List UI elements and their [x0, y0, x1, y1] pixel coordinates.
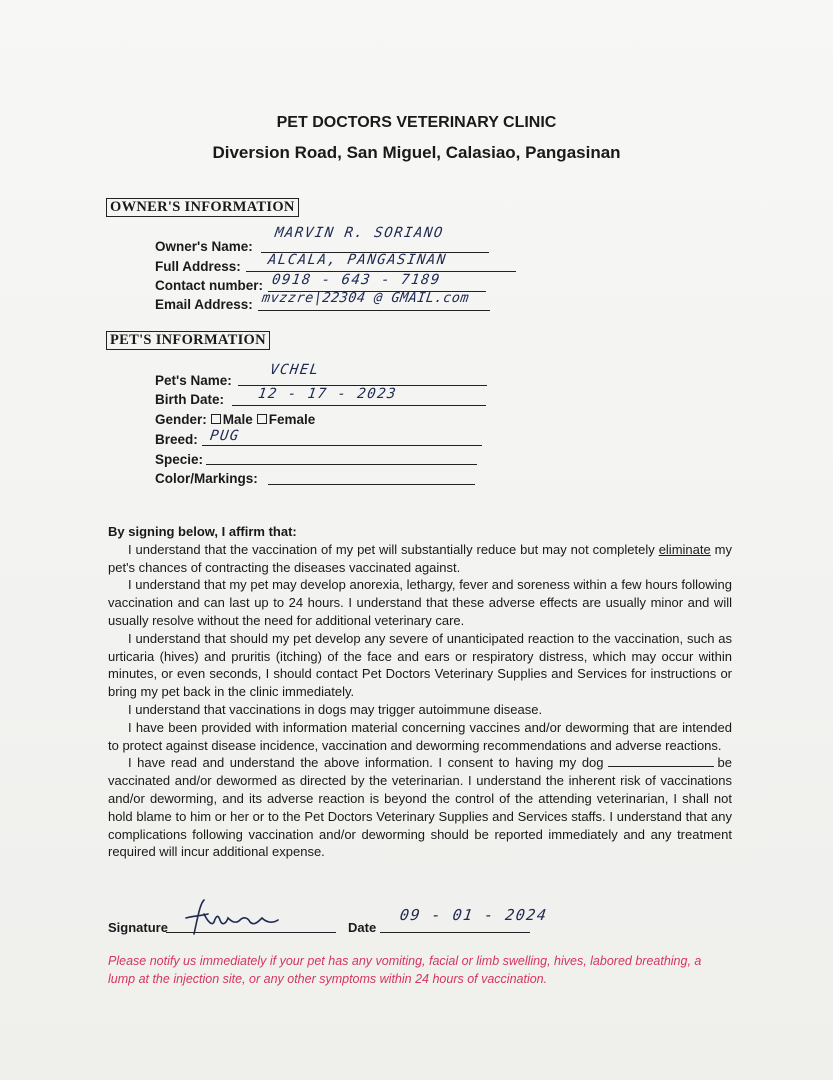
address-value[interactable]: ALCALA, PANGASINAN [266, 252, 448, 268]
clinic-name: PET DOCTORS VETERINARY CLINIC [276, 114, 557, 131]
pet-name-label: Pet's Name: [155, 373, 232, 388]
color-markings-line[interactable] [268, 484, 475, 485]
consent-paragraph-5: I have been provided with information material concerning vaccines and/or deworming that are intended to protect against disease incidence, vaccination and deworming recommendations and adverse reactions. [108, 719, 732, 753]
email-label: Email Address: [155, 297, 253, 312]
dog-name-blank[interactable] [608, 756, 714, 767]
breed-value[interactable]: PUG [208, 428, 241, 444]
breed-label: Breed: [155, 432, 198, 447]
email-value[interactable]: mvzzre|22304 @ GMAIL.com [260, 290, 471, 306]
consent-paragraph-6 [108, 754, 732, 861]
specie-label: Specie: [155, 452, 204, 467]
owner-section-title: OWNER'S INFORMATION [106, 198, 299, 217]
clinic-address: Diversion Road, San Miguel, Calasiao, Pangasinan [212, 143, 621, 162]
contact-value[interactable]: 0918 - 643 - 7189 [270, 272, 442, 288]
birth-date-value[interactable]: 12 - 17 - 2023 [256, 386, 399, 402]
owner-name-label: Owner's Name: [155, 239, 253, 254]
pet-section-title: PET'S INFORMATION [106, 331, 270, 350]
consent-p1-end: my pet's chances of contracting the diseases vaccinated against. [108, 541, 732, 575]
consent-paragraph-1 [108, 541, 732, 577]
gender-label: Gender: [155, 412, 207, 427]
consent-p1-underlined: eliminate [658, 541, 711, 557]
consent-p6-start: I have read and understand the above information. I consent to having my dog [128, 755, 604, 771]
consent-p1-start: I understand that the vaccination of my pet will substantially reduce but may not completely [128, 541, 655, 557]
male-checkbox[interactable] [211, 414, 221, 424]
pet-name-value[interactable]: VCHEL [268, 362, 321, 378]
signature-label: Signature [108, 920, 168, 935]
consent-intro: By signing below, I affirm that: [108, 524, 297, 539]
contact-label: Contact number: [155, 278, 263, 293]
consent-paragraph-3: I understand that should my pet develop any severe of unanticipated reaction to the vaccination, such as urticaria (hives) and pruritis (itching) of the face and ears or respiratory distress, which may occur within minutes, or even seconds, I should contact Pet Doctors Veterinary Supplies and Services for instructions or bring my pet back in the clinic immediately. [108, 630, 732, 700]
gender-row [155, 412, 315, 428]
birth-date-line [232, 405, 486, 406]
specie-line[interactable] [206, 464, 477, 465]
male-option-label: Male [222, 412, 253, 427]
date-label: Date [348, 920, 377, 935]
date-line [380, 932, 530, 933]
owner-name-value[interactable]: MARVIN R. SORIANO [273, 225, 445, 241]
breed-line [202, 445, 482, 446]
email-line [258, 310, 490, 311]
date-value[interactable]: 09 - 01 - 2024 [398, 906, 549, 924]
address-label: Full Address: [155, 259, 241, 274]
color-markings-label: Color/Markings: [155, 471, 258, 486]
consent-p6-end: be vaccinated and/or dewormed as directed by the veterinarian. I understand the inherent risk of vaccinations and/or deworming, and its adverse reaction is beyond the control of the attending veterinarian, I shall not hold blame to him or her or to the Pet Doctors Veterinary Supplies and Services staffs. I understand that any complications following vaccination and/or deworming should be reported immediately and any treatment required will incur additional expense. [108, 755, 732, 860]
consent-text [108, 523, 732, 861]
post-vaccination-notice: Please notify us immediately if your pet has any vomiting, facial or limb swelling, hives, labored breathing, a lump at the injection site, or any other symptoms within 24 hours of vaccination. [108, 954, 702, 986]
female-option-label: Female [268, 412, 316, 427]
birth-date-label: Birth Date: [155, 392, 225, 407]
signature-image[interactable] [178, 896, 288, 940]
consent-paragraph-2: I understand that my pet may develop anorexia, lethargy, fever and soreness within a few hours following vaccination and can last up to 24 hours. I understand that these adverse effects are usually minor and will usually resolve without the need for additional veterinary care. [108, 577, 732, 628]
female-checkbox[interactable] [257, 414, 267, 424]
consent-paragraph-4: I understand that vaccinations in dogs may trigger autoimmune disease. [128, 701, 543, 717]
